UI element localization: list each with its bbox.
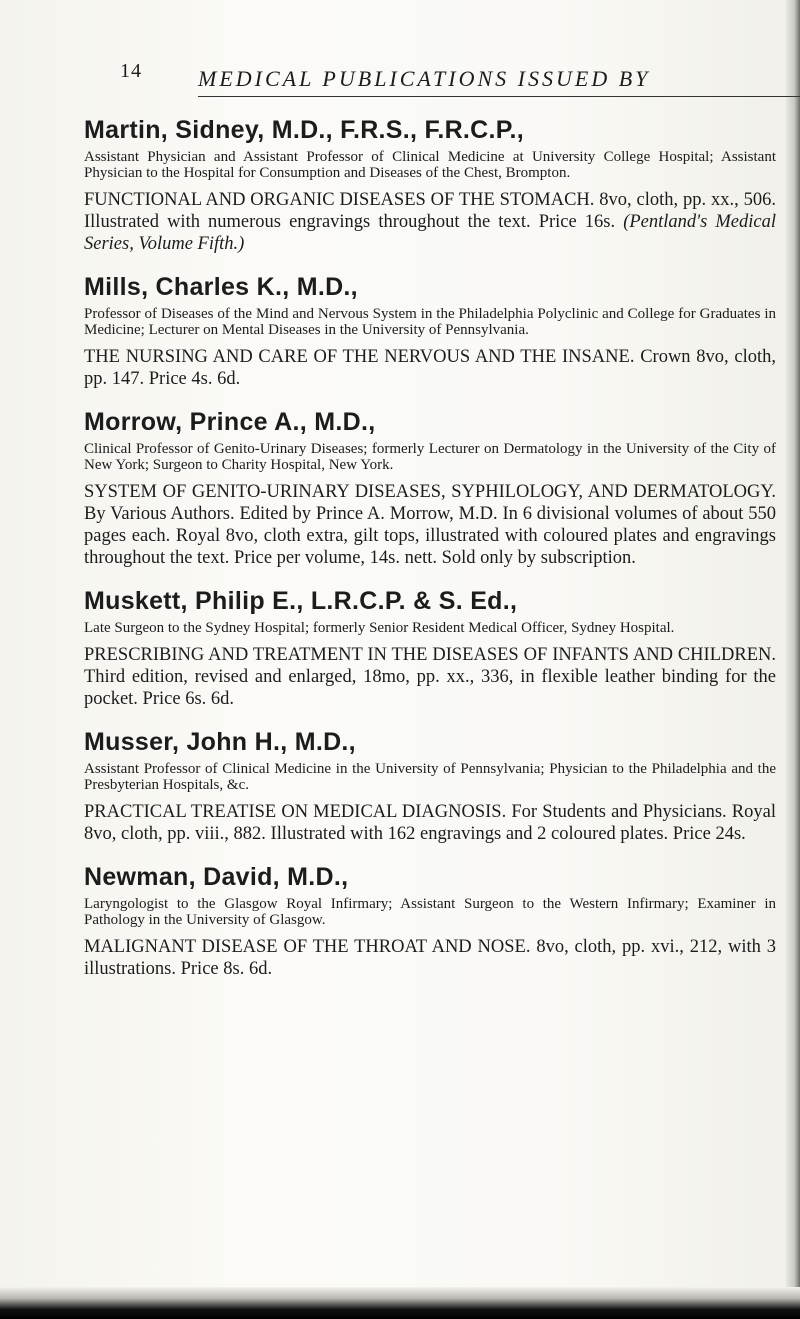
book-details: 8vo, cloth, pp. xvi., 212, with 3 illustrations. Price 8s. 6d. [84, 937, 776, 979]
header-rule [198, 96, 800, 97]
catalogue-entry [84, 863, 776, 980]
catalogue-entries [84, 116, 776, 998]
book-description [84, 189, 776, 255]
author-name: Morrow, Prince A., M.D., [84, 408, 376, 436]
author-affiliation: Assistant Professor of Clinical Medicine in the University of Pennsylvania; Physician to the Philadelphia and the Presbyterian Hospitals, &c. [84, 761, 776, 793]
book-details: 8vo, cloth, pp. xx., 506. Illustrated with numerous engravings throughout the text. Price 16s. [84, 190, 777, 232]
book-description [84, 481, 776, 569]
running-title: MEDICAL PUBLICATIONS ISSUED BY [198, 66, 651, 91]
book-details: Crown 8vo, cloth, pp. 147. Price 4s. 6d. [84, 347, 776, 389]
author-affiliation: Assistant Physician and Assistant Professor of Clinical Medicine at University College Hospital; Assistant Physician to the Hospital for Consumption and Diseases of the Chest, Brompton. [84, 149, 776, 181]
author-name: Mills, Charles K., M.D., [84, 273, 358, 301]
author-affiliation: Clinical Professor of Genito-Urinary Diseases; formerly Lecturer on Dermatology in the University of the City of New York; Surgeon to Charity Hospital, New York. [84, 441, 776, 473]
book-details: Third edition, revised and enlarged, 18mo, pp. xx., 336, in flexible leather binding for the pocket. Price 6s. 6d. [84, 667, 776, 709]
book-title: FUNCTIONAL AND ORGANIC DISEASES OF THE STOMACH. [84, 190, 595, 210]
book-title: MALIGNANT DISEASE OF THE THROAT AND NOSE. [84, 937, 531, 957]
book-title: PRESCRIBING AND TREATMENT IN THE DISEASES OF INFANTS AND CHILDREN. [84, 645, 776, 665]
page-edge-shadow [786, 0, 800, 1319]
book-description [84, 936, 776, 980]
book-description [84, 801, 776, 845]
book-details: For Students and Physicians. Royal 8vo, cloth, pp. viii., 882. Illustrated with 162 engravings and 2 coloured plates. Price 24s. [84, 802, 776, 844]
page-header [120, 60, 780, 100]
book-details: By Various Authors. Edited by Prince A. Morrow, M.D. In 6 divisional volumes of about 550 pages each. Royal 8vo, cloth extra, gilt tops, illustrated with coloured plates and engravings throughout the text. Price per volume, 14s. nett. Sold only by subscription. [84, 504, 776, 568]
author-affiliation: Professor of Diseases of the Mind and Nervous System in the Philadelphia Polyclinic and College for Graduates in Medicine; Lecturer on Mental Diseases in the University of Pennsylvania. [84, 306, 776, 338]
author-name: Martin, Sidney, M.D., F.R.S., F.R.C.P., [84, 116, 525, 144]
page-bottom-shadow [0, 1287, 800, 1319]
book-title: PRACTICAL TREATISE ON MEDICAL DIAGNOSIS. [84, 802, 507, 822]
book-description [84, 346, 776, 390]
catalogue-entry [84, 587, 776, 710]
page-number: 14 [120, 60, 142, 82]
author-name: Musser, John H., M.D., [84, 728, 356, 756]
book-title: THE NURSING AND CARE OF THE NERVOUS AND THE INSANE. [84, 347, 635, 367]
author-affiliation: Late Surgeon to the Sydney Hospital; formerly Senior Resident Medical Officer, Sydney Hospital. [84, 620, 675, 636]
book-series: (Pentland's Medical Series, Volume Fifth.) [84, 212, 776, 254]
author-name: Muskett, Philip E., L.R.C.P. & S. Ed., [84, 587, 518, 615]
catalogue-entry [84, 728, 776, 845]
author-name: Newman, David, M.D., [84, 863, 349, 891]
catalogue-entry [84, 116, 776, 255]
author-affiliation: Laryngologist to the Glasgow Royal Infirmary; Assistant Surgeon to the Western Infirmary; Examiner in Pathology in the University of Glasgow. [84, 896, 776, 928]
catalogue-entry [84, 408, 776, 569]
catalogue-entry [84, 273, 776, 390]
book-title: SYSTEM OF GENITO-URINARY DISEASES, SYPHILOLOGY, AND DERMATOLOGY. [84, 482, 776, 502]
book-description [84, 644, 776, 710]
